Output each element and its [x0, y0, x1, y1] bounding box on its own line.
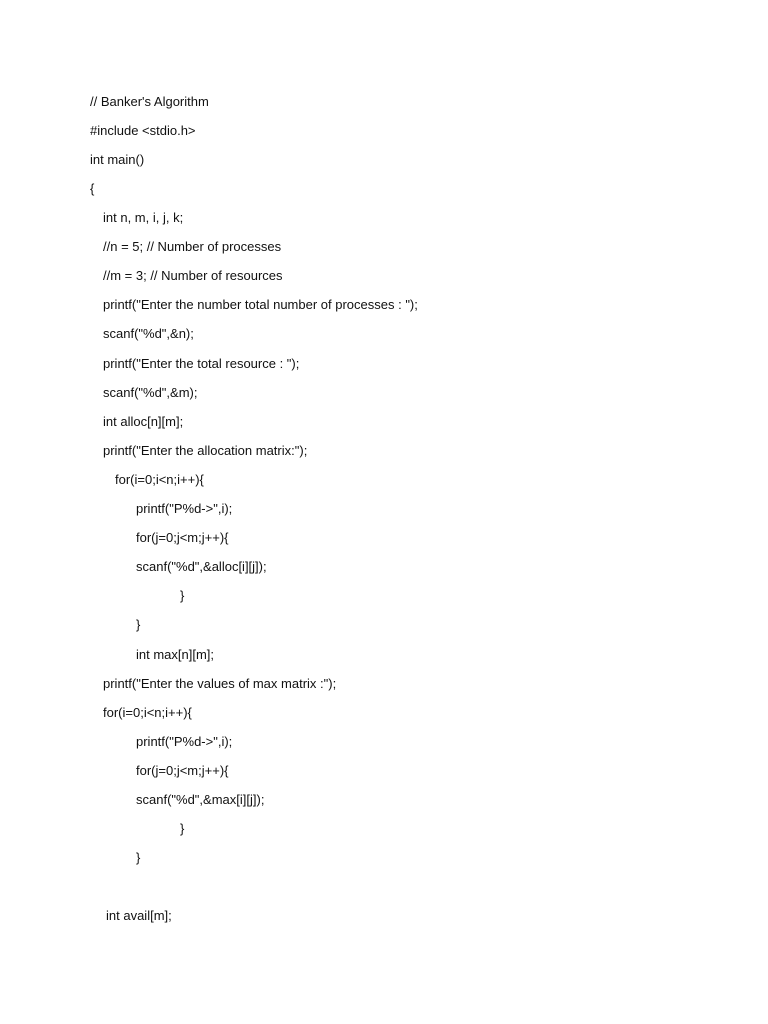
code-line: } [136, 850, 141, 865]
code-line: int avail[m]; [106, 908, 172, 923]
code-line: for(i=0;i<n;i++){ [115, 472, 204, 487]
code-line: printf("Enter the values of max matrix :"); [103, 676, 337, 691]
code-line: int alloc[n][m]; [103, 414, 184, 429]
code-line: printf("Enter the number total number of processes : "); [103, 297, 418, 312]
code-line: printf("P%d->",i); [136, 501, 233, 516]
code-line: printf("Enter the total resource : "); [103, 356, 300, 371]
code-line: scanf("%d",&n); [103, 326, 194, 341]
code-line: for(i=0;i<n;i++){ [103, 705, 192, 720]
code-line: #include <stdio.h> [90, 123, 196, 138]
code-line: printf("Enter the allocation matrix:"); [103, 443, 308, 458]
code-line: } [136, 617, 141, 632]
code-line: } [180, 588, 185, 603]
code-line: int n, m, i, j, k; [103, 210, 184, 225]
code-line: scanf("%d",&m); [103, 385, 198, 400]
code-line: // Banker's Algorithm [90, 94, 209, 109]
code-line: scanf("%d",&alloc[i][j]); [136, 559, 267, 574]
code-line: //m = 3; // Number of resources [103, 268, 283, 283]
code-line: //n = 5; // Number of processes [103, 239, 282, 254]
code-line: scanf("%d",&max[i][j]); [136, 792, 265, 807]
code-line: printf("P%d->",i); [136, 734, 233, 749]
code-line: for(j=0;j<m;j++){ [136, 530, 229, 545]
code-line: int main() [90, 152, 145, 167]
code-line: for(j=0;j<m;j++){ [136, 763, 229, 778]
code-line: } [180, 821, 185, 836]
code-line: int max[n][m]; [136, 647, 215, 662]
code-line: { [90, 181, 95, 196]
